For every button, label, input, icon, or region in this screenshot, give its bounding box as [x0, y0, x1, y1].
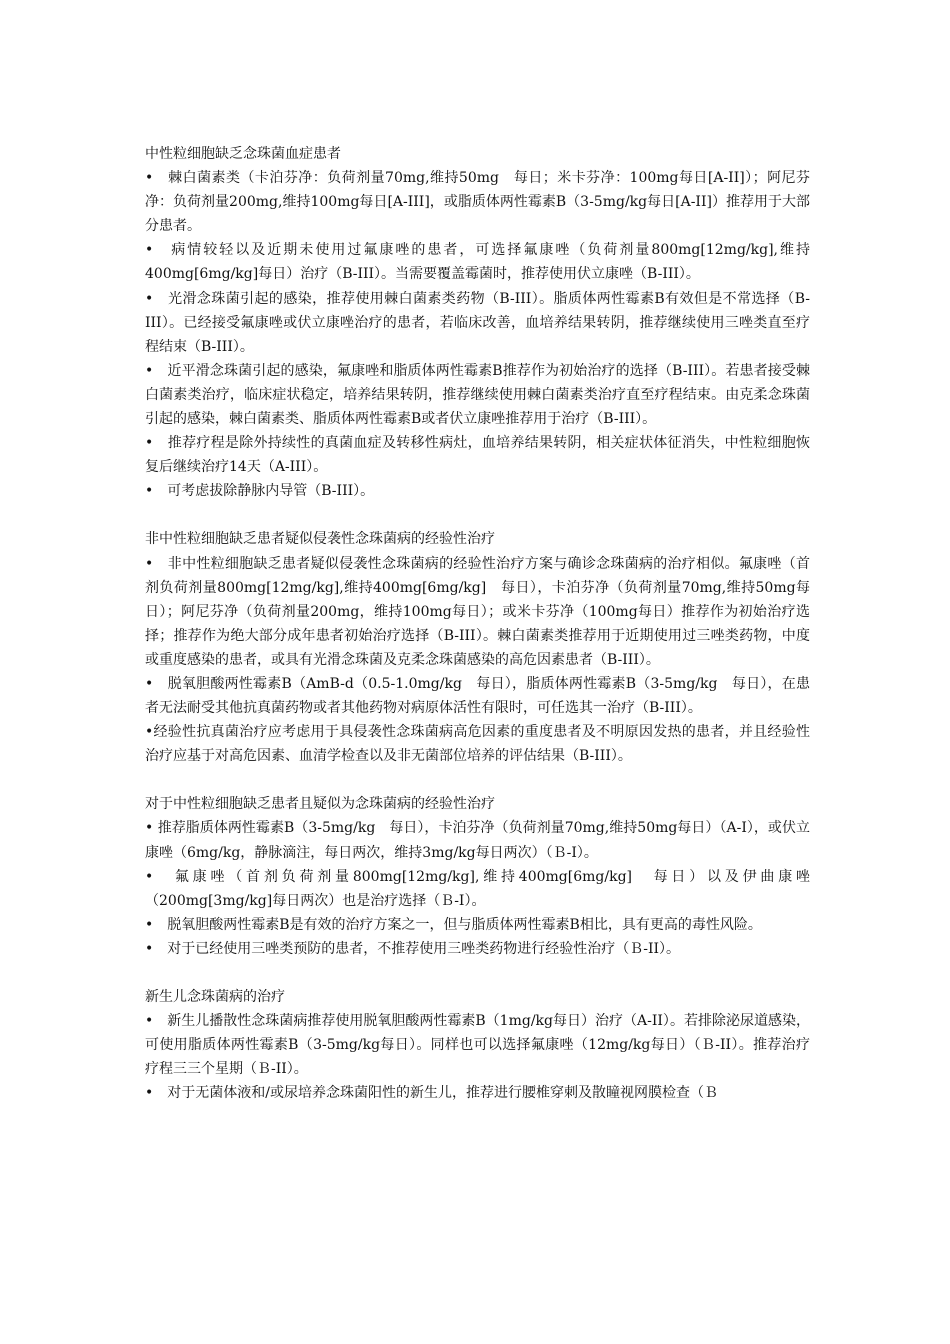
bullet-paragraph: • 近平滑念珠菌引起的感染，氟康唑和脂质体两性霉素B推荐作为初始治疗的选择（B-III）。若患者接受棘白菌素类治疗，临床症状稳定，培养结果转阴，推荐继续使用棘白菌素类治疗直至疗程结束。由克柔念珠菌引起的感染，棘白菌素类、脂质体两性霉素B或者伏立康唑推荐用于治疗（B-III）。 — [145, 362, 810, 428]
bullet-paragraph: • 对于已经使用三唑类预防的患者，不推荐使用三唑类药物进行经验性治疗（Ｂ-II）。 — [145, 940, 681, 957]
section-heading: 对于中性粒细胞缺乏患者且疑似为念珠菌病的经验性治疗 — [145, 796, 495, 813]
section-neonatal-candidiasis — [145, 985, 810, 1105]
section-heading: 新生儿念珠菌病的治疗 — [145, 989, 285, 1005]
section-heading: 非中性粒细胞缺乏患者疑似侵袭性念珠菌病的经验性治疗 — [145, 531, 495, 548]
bullet-paragraph: • 棘白菌素类（卡泊芬净：负荷剂量70mg,维持50mg 每日；米卡芬净：100mg每日[A-II]）；阿尼芬净：负荷剂量200mg,维持100mg每日[A-III]，或脂质体两性霉素B（3-5mg/kg每日[A-II]）推荐用于大部分患者。 — [145, 170, 810, 235]
bullet-paragraph: • 新生儿播散性念珠菌病推荐使用脱氧胆酸两性霉素B（1mg/kg每日）治疗（A-II）。若排除泌尿道感染，可使用脂质体两性霉素B（3-5mg/kg每日）。同样也可以选择氟康唑（12mg/kg每日）（Ｂ-II）。推荐治疗疗程三三个星期（Ｂ-II）。 — [145, 1013, 810, 1078]
bullet-paragraph: •经验性抗真菌治疗应考虑用于具侵袭性念珠菌病高危因素的重度患者及不明原因发热的患者，并且经验性治疗应基于对高危因素、血清学检查以及非无菌部位培养的评估结果（B-III）。 — [145, 724, 810, 765]
bullet-paragraph: • 可考虑拔除静脉内导管（B-III）。 — [145, 483, 375, 500]
section-neutropenic-candidemia — [145, 142, 810, 503]
bullet-paragraph: • 光滑念珠菌引起的感染，推荐使用棘白菌素类药物（B-III）。脂质体两性霉素B有效但是不常选择（B-III）。已经接受氟康唑或伏立康唑治疗的患者，若临床改善，血培养结果转阴，推荐继续使用三唑类直至疗程结束（B-III）。 — [145, 290, 810, 355]
bullet-paragraph: • 推荐疗程是除外持续性的真菌血症及转移性病灶，血培养结果转阴，相关症状体征消失，中性粒细胞恢复后继续治疗14天（A-III）。 — [145, 435, 810, 476]
bullet-paragraph: • 病情较轻以及近期未使用过氟康唑的患者，可选择氟康唑（负荷剂量800mg[12mg/kg],维持400mg[6mg/kg]每日）治疗（B-III）。当需要覆盖霉菌时，推荐使用伏立康唑（B-III）。 — [145, 242, 810, 283]
bullet-paragraph: • 脱氧胆酸两性霉素B（AmB-d（0.5-1.0mg/kg 每日），脂质体两性霉素B（3-5mg/kg 每日），在患者无法耐受其他抗真菌药物或者其他药物对病原体活性有限时，可任选其一治疗（B-III）。 — [145, 675, 810, 717]
bullet-paragraph: • 脱氧胆酸两性霉素B是有效的治疗方案之一，但与脂质体两性霉素B相比，具有更高的毒性风险。 — [145, 916, 762, 933]
section-non-neutropenic-empiric — [145, 527, 810, 768]
document-page — [145, 142, 810, 1105]
bullet-paragraph: • 氟康唑（首剂负荷剂量800mg[12mg/kg],维持400mg[6mg/kg] 每日）以及伊曲康唑（200mg[3mg/kg]每日两次）也是治疗选择（Ｂ-I）。 — [145, 868, 810, 909]
section-heading: 中性粒细胞缺乏念珠菌血症患者 — [145, 146, 341, 162]
bullet-paragraph: • 推荐脂质体两性霉素B（3-5mg/kg 每日），卡泊芬净（负荷剂量70mg,维持50mg每日）（A-I），或伏立康唑（6mg/kg，静脉滴注，每日两次，维持3mg/kg每日两次）（Ｂ-I）。 — [145, 820, 810, 861]
bullet-paragraph: • 非中性粒细胞缺乏患者疑似侵袭性念珠菌病的经验性治疗方案与确诊念珠菌病的治疗相似。氟康唑（首剂负荷剂量800mg[12mg/kg],维持400mg[6mg/kg] 每日），卡泊芬净（负荷剂量70mg,维持50mg每日）；阿尼芬净（负荷剂量200mg，维持100mg每日）；或米卡芬净（100mg每日）推荐作为初始治疗选择；推荐作为绝大部分成年患者初始治疗选择（B-III）。棘白菌素类推荐用于近期使用过三唑类药物，中度或重度感染的患者，或具有光滑念珠菌及克柔念珠菌感染的高危因素患者（B-III）。 — [145, 555, 810, 668]
bullet-paragraph: • 对于无菌体液和/或尿培养念珠菌阳性的新生儿，推荐进行腰椎穿刺及散瞳视网膜检查（Ｂ — [145, 1085, 718, 1102]
section-neutropenic-empiric — [145, 792, 810, 961]
